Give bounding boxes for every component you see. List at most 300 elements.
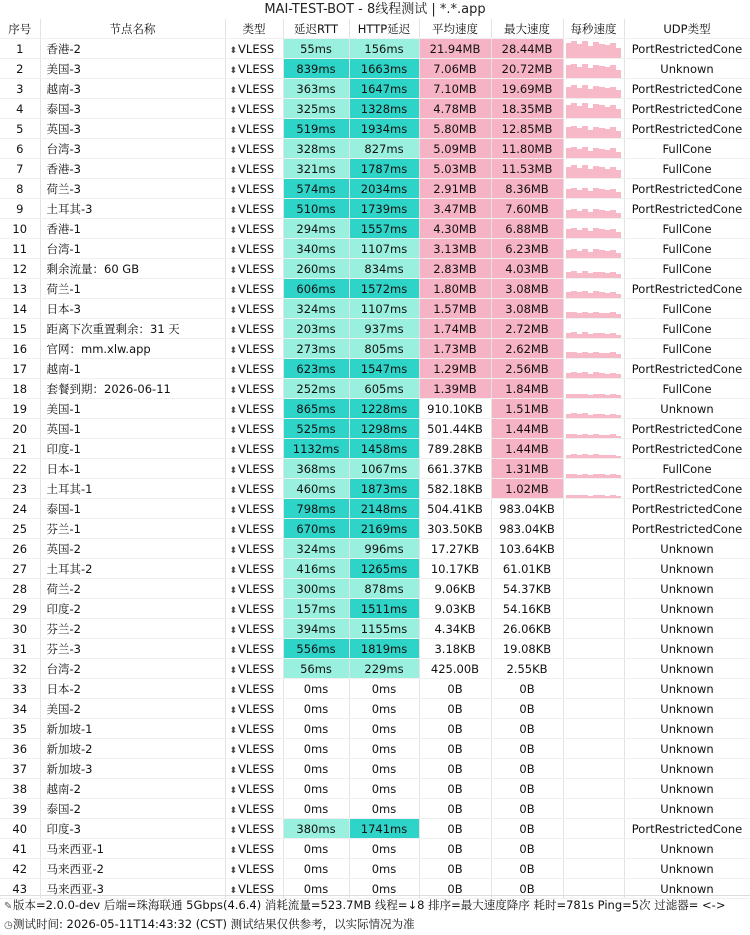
rtt-latency: 55ms	[283, 39, 349, 59]
per-second-speed-sparkline	[563, 259, 624, 279]
node-type	[225, 159, 283, 179]
sparkline	[564, 179, 624, 198]
max-speed: 2.62MB	[491, 339, 563, 359]
node-name: 马来西亚-1	[40, 839, 225, 859]
per-second-speed-sparkline	[563, 99, 624, 119]
udp-type: Unknown	[624, 59, 750, 79]
row-index: 41	[0, 839, 40, 859]
node-type	[225, 579, 283, 599]
table-row[interactable]	[0, 559, 750, 579]
rtt-latency: 340ms	[283, 239, 349, 259]
table-row[interactable]	[0, 499, 750, 519]
node-type-label: VLESS	[238, 321, 275, 336]
udp-type: Unknown	[624, 599, 750, 619]
sparkline-bar	[616, 475, 622, 478]
sparkline-bar	[616, 294, 622, 298]
node-type-label: VLESS	[238, 721, 275, 736]
table-row[interactable]	[0, 239, 750, 259]
udp-type: Unknown	[624, 859, 750, 879]
header-avg-speed[interactable]: 平均速度	[419, 19, 491, 39]
per-second-speed-sparkline	[563, 339, 624, 359]
node-type-label: VLESS	[238, 221, 275, 236]
per-second-speed-sparkline	[563, 359, 624, 379]
up-down-arrows-icon: ⬍	[229, 325, 238, 336]
max-speed: 1.44MB	[491, 439, 563, 459]
sparkline	[564, 339, 624, 358]
udp-type: PortRestrictedCone	[624, 479, 750, 499]
node-type	[225, 239, 283, 259]
table-row[interactable]	[0, 59, 750, 79]
avg-speed: 3.18KB	[419, 639, 491, 659]
udp-type: Unknown	[624, 539, 750, 559]
udp-type: Unknown	[624, 839, 750, 859]
udp-type: PortRestrictedCone	[624, 99, 750, 119]
max-speed: 0B	[491, 719, 563, 739]
table-row[interactable]	[0, 639, 750, 659]
table-row[interactable]	[0, 859, 750, 879]
node-type-label: VLESS	[238, 241, 275, 256]
table-row[interactable]	[0, 339, 750, 359]
table-row[interactable]	[0, 279, 750, 299]
row-index: 40	[0, 819, 40, 839]
avg-speed: 0B	[419, 799, 491, 819]
row-index: 29	[0, 599, 40, 619]
table-row[interactable]	[0, 679, 750, 699]
udp-type: Unknown	[624, 699, 750, 719]
http-latency: 1741ms	[349, 819, 419, 839]
avg-speed: 425.00B	[419, 659, 491, 679]
sparkline-bar	[616, 314, 622, 318]
rtt-latency: 525ms	[283, 419, 349, 439]
sparkline	[564, 479, 624, 498]
table-row[interactable]	[0, 119, 750, 139]
row-index: 24	[0, 499, 40, 519]
table-row[interactable]	[0, 419, 750, 439]
max-speed: 0B	[491, 759, 563, 779]
rtt-latency: 0ms	[283, 879, 349, 899]
node-type-label: VLESS	[238, 281, 275, 296]
max-speed: 983.04KB	[491, 519, 563, 539]
row-index: 37	[0, 759, 40, 779]
header-node-name[interactable]: 节点名称	[40, 19, 225, 39]
header-type[interactable]: 类型	[225, 19, 283, 39]
max-speed: 0B	[491, 879, 563, 899]
row-index: 11	[0, 239, 40, 259]
rtt-latency: 0ms	[283, 759, 349, 779]
sparkline-bar	[616, 232, 622, 238]
row-index: 42	[0, 859, 40, 879]
node-type-label: VLESS	[238, 441, 275, 456]
rtt-latency: 0ms	[283, 699, 349, 719]
footer-time-text: 测试时间: 2026-05-11T14:43:32 (CST) 测试结果仅供参考，以实际情况为准	[13, 917, 415, 931]
udp-type: Unknown	[624, 719, 750, 739]
http-latency: 834ms	[349, 259, 419, 279]
table-row[interactable]	[0, 99, 750, 119]
avg-speed: 504.41KB	[419, 499, 491, 519]
up-down-arrows-icon: ⬍	[229, 225, 238, 236]
udp-type: PortRestrictedCone	[624, 439, 750, 459]
http-latency: 1819ms	[349, 639, 419, 659]
table-header-row	[0, 19, 750, 39]
node-name: 剩余流量：60 GB	[40, 259, 225, 279]
avg-speed: 1.29MB	[419, 359, 491, 379]
avg-speed: 0B	[419, 759, 491, 779]
table-row[interactable]	[0, 359, 750, 379]
udp-type: FullCone	[624, 139, 750, 159]
node-name: 美国-3	[40, 59, 225, 79]
node-type	[225, 119, 283, 139]
table-row[interactable]	[0, 699, 750, 719]
http-latency: 0ms	[349, 759, 419, 779]
avg-speed: 3.13MB	[419, 239, 491, 259]
udp-type: FullCone	[624, 319, 750, 339]
node-name: 越南-1	[40, 359, 225, 379]
udp-type: Unknown	[624, 679, 750, 699]
up-down-arrows-icon: ⬍	[229, 265, 238, 276]
up-down-arrows-icon: ⬍	[229, 765, 238, 776]
max-speed: 0B	[491, 739, 563, 759]
table-row[interactable]	[0, 39, 750, 59]
footer-config-text: 版本=2.0.0-dev 后端=珠海联通 5Gbps(4.6.4) 消耗流量=523.7MB 线程=↓8 排序=最大速度降序 耗时=781s Ping=5次 过滤器= <->	[13, 898, 726, 912]
window-title: MAI-TEST-BOT - 8线程测试 | *.*.app	[264, 2, 486, 17]
table-row[interactable]	[0, 439, 750, 459]
node-type	[225, 399, 283, 419]
node-type-label: VLESS	[238, 461, 275, 476]
node-name: 香港-3	[40, 159, 225, 179]
node-name: 新加坡-3	[40, 759, 225, 779]
per-second-speed-sparkline	[563, 539, 624, 559]
node-type-label: VLESS	[238, 741, 275, 756]
table-row[interactable]	[0, 819, 750, 839]
avg-speed: 10.17KB	[419, 559, 491, 579]
up-down-arrows-icon: ⬍	[229, 245, 238, 256]
avg-speed: 2.83MB	[419, 259, 491, 279]
http-latency: 2169ms	[349, 519, 419, 539]
http-latency: 2034ms	[349, 179, 419, 199]
row-index: 18	[0, 379, 40, 399]
max-speed: 8.36MB	[491, 179, 563, 199]
table-row[interactable]	[0, 479, 750, 499]
node-type-label: VLESS	[238, 421, 275, 436]
node-type-label: VLESS	[238, 621, 275, 636]
table-row[interactable]	[0, 459, 750, 479]
row-index: 1	[0, 39, 40, 59]
avg-speed: 1.80MB	[419, 279, 491, 299]
per-second-speed-sparkline	[563, 639, 624, 659]
max-speed: 103.64KB	[491, 539, 563, 559]
max-speed: 11.80MB	[491, 139, 563, 159]
udp-type: FullCone	[624, 459, 750, 479]
max-speed: 19.08KB	[491, 639, 563, 659]
http-latency: 0ms	[349, 839, 419, 859]
row-index: 4	[0, 99, 40, 119]
table-row[interactable]	[0, 779, 750, 799]
rtt-latency: 0ms	[283, 839, 349, 859]
max-speed: 7.60MB	[491, 199, 563, 219]
row-index: 26	[0, 539, 40, 559]
footer-time-line	[0, 915, 750, 934]
row-index: 25	[0, 519, 40, 539]
node-name: 香港-1	[40, 219, 225, 239]
node-name: 越南-2	[40, 779, 225, 799]
row-index: 19	[0, 399, 40, 419]
sparkline-bar	[616, 192, 622, 198]
table-row[interactable]	[0, 619, 750, 639]
http-latency: 1511ms	[349, 599, 419, 619]
row-index: 23	[0, 479, 40, 499]
row-index: 15	[0, 319, 40, 339]
header-http-latency[interactable]: HTTP延迟	[349, 19, 419, 39]
http-latency: 2148ms	[349, 499, 419, 519]
node-type	[225, 719, 283, 739]
header-max-speed[interactable]: 最大速度	[491, 19, 563, 39]
row-index: 14	[0, 299, 40, 319]
node-name: 泰国-1	[40, 499, 225, 519]
header-per-second-speed[interactable]: 每秒速度	[563, 19, 624, 39]
max-speed: 2.72MB	[491, 319, 563, 339]
table-row[interactable]	[0, 319, 750, 339]
max-speed: 18.35MB	[491, 99, 563, 119]
table-row[interactable]	[0, 139, 750, 159]
per-second-speed-sparkline	[563, 59, 624, 79]
http-latency: 1067ms	[349, 459, 419, 479]
table-row[interactable]	[0, 179, 750, 199]
table-row[interactable]	[0, 79, 750, 99]
up-down-arrows-icon: ⬍	[229, 685, 238, 696]
node-type-label: VLESS	[238, 561, 275, 576]
udp-type: PortRestrictedCone	[624, 359, 750, 379]
per-second-speed-sparkline	[563, 299, 624, 319]
node-type-label: VLESS	[238, 501, 275, 516]
http-latency: 878ms	[349, 579, 419, 599]
http-latency: 1787ms	[349, 159, 419, 179]
sparkline	[564, 319, 624, 338]
table-row[interactable]	[0, 599, 750, 619]
up-down-arrows-icon: ⬍	[229, 545, 238, 556]
node-name: 芬兰-2	[40, 619, 225, 639]
up-down-arrows-icon: ⬍	[229, 305, 238, 316]
udp-type: Unknown	[624, 739, 750, 759]
rtt-latency: 394ms	[283, 619, 349, 639]
node-type-label: VLESS	[238, 361, 275, 376]
avg-speed: 1.74MB	[419, 319, 491, 339]
up-down-arrows-icon: ⬍	[229, 525, 238, 536]
http-latency: 1647ms	[349, 79, 419, 99]
row-index: 9	[0, 199, 40, 219]
node-name: 土耳其-2	[40, 559, 225, 579]
node-type	[225, 699, 283, 719]
table-row[interactable]	[0, 719, 750, 739]
node-type-label: VLESS	[238, 481, 275, 496]
row-index: 22	[0, 459, 40, 479]
udp-type: Unknown	[624, 579, 750, 599]
node-name: 日本-2	[40, 679, 225, 699]
table-row[interactable]	[0, 539, 750, 559]
rtt-latency: 328ms	[283, 139, 349, 159]
table-row[interactable]	[0, 839, 750, 859]
node-type-label: VLESS	[238, 121, 275, 136]
avg-speed: 9.03KB	[419, 599, 491, 619]
avg-speed: 7.10MB	[419, 79, 491, 99]
node-name: 泰国-2	[40, 799, 225, 819]
node-type-label: VLESS	[238, 661, 275, 676]
table-row[interactable]	[0, 799, 750, 819]
node-type	[225, 79, 283, 99]
avg-speed: 0B	[419, 839, 491, 859]
up-down-arrows-icon: ⬍	[229, 65, 238, 76]
max-speed: 1.02MB	[491, 479, 563, 499]
row-index: 3	[0, 79, 40, 99]
http-latency: 1107ms	[349, 299, 419, 319]
max-speed: 54.37KB	[491, 579, 563, 599]
rtt-latency: 368ms	[283, 459, 349, 479]
udp-type: Unknown	[624, 619, 750, 639]
row-index: 20	[0, 419, 40, 439]
node-type	[225, 439, 283, 459]
node-type	[225, 99, 283, 119]
up-down-arrows-icon: ⬍	[229, 505, 238, 516]
http-latency: 1298ms	[349, 419, 419, 439]
per-second-speed-sparkline	[563, 459, 624, 479]
udp-type: Unknown	[624, 759, 750, 779]
header-index[interactable]: 序号	[0, 19, 40, 39]
node-name: 英国-1	[40, 419, 225, 439]
sparkline	[564, 119, 624, 138]
per-second-speed-sparkline	[563, 199, 624, 219]
up-down-arrows-icon: ⬍	[229, 205, 238, 216]
header-rtt[interactable]: 延迟RTT	[283, 19, 349, 39]
per-second-speed-sparkline	[563, 519, 624, 539]
http-latency: 827ms	[349, 139, 419, 159]
http-latency: 229ms	[349, 659, 419, 679]
udp-type: Unknown	[624, 399, 750, 419]
sparkline-bar	[616, 354, 622, 358]
node-type	[225, 299, 283, 319]
row-index: 12	[0, 259, 40, 279]
node-name: 越南-3	[40, 79, 225, 99]
table-row[interactable]	[0, 199, 750, 219]
rtt-latency: 623ms	[283, 359, 349, 379]
http-latency: 1228ms	[349, 399, 419, 419]
rtt-latency: 56ms	[283, 659, 349, 679]
results-table	[0, 19, 750, 899]
udp-type: FullCone	[624, 259, 750, 279]
max-speed: 61.01KB	[491, 559, 563, 579]
table-row[interactable]	[0, 219, 750, 239]
node-type	[225, 419, 283, 439]
row-index: 6	[0, 139, 40, 159]
node-type-label: VLESS	[238, 641, 275, 656]
rtt-latency: 865ms	[283, 399, 349, 419]
udp-type: PortRestrictedCone	[624, 79, 750, 99]
per-second-speed-sparkline	[563, 39, 624, 59]
sparkline	[564, 379, 624, 398]
node-type	[225, 559, 283, 579]
max-speed: 0B	[491, 699, 563, 719]
clock-icon: ◷	[4, 920, 13, 931]
table-row[interactable]	[0, 379, 750, 399]
http-latency: 1458ms	[349, 439, 419, 459]
node-type-label: VLESS	[238, 201, 275, 216]
sparkline-bar	[616, 48, 622, 58]
row-index: 31	[0, 639, 40, 659]
avg-speed: 5.03MB	[419, 159, 491, 179]
sparkline	[564, 79, 624, 98]
http-latency: 805ms	[349, 339, 419, 359]
table-row[interactable]	[0, 399, 750, 419]
per-second-speed-sparkline	[563, 399, 624, 419]
up-down-arrows-icon: ⬍	[229, 445, 238, 456]
table-row[interactable]	[0, 659, 750, 679]
node-name: 土耳其-1	[40, 479, 225, 499]
table-row[interactable]	[0, 299, 750, 319]
avg-speed: 4.34KB	[419, 619, 491, 639]
udp-type: PortRestrictedCone	[624, 499, 750, 519]
max-speed: 2.56MB	[491, 359, 563, 379]
max-speed: 2.55KB	[491, 659, 563, 679]
http-latency: 1265ms	[349, 559, 419, 579]
rtt-latency: 252ms	[283, 379, 349, 399]
avg-speed: 9.06KB	[419, 579, 491, 599]
table-row[interactable]	[0, 159, 750, 179]
node-type	[225, 339, 283, 359]
node-type-label: VLESS	[238, 181, 275, 196]
udp-type: PortRestrictedCone	[624, 199, 750, 219]
row-index: 8	[0, 179, 40, 199]
http-latency: 1873ms	[349, 479, 419, 499]
http-latency: 1328ms	[349, 99, 419, 119]
table-row[interactable]	[0, 259, 750, 279]
node-type	[225, 39, 283, 59]
per-second-speed-sparkline	[563, 559, 624, 579]
node-name: 芬兰-1	[40, 519, 225, 539]
sparkline-bar	[616, 70, 622, 78]
node-name: 套餐到期：2026-06-11	[40, 379, 225, 399]
sparkline-bar	[616, 496, 622, 498]
avg-speed: 789.28KB	[419, 439, 491, 459]
node-name: 马来西亚-2	[40, 859, 225, 879]
up-down-arrows-icon: ⬍	[229, 85, 238, 96]
http-latency: 0ms	[349, 779, 419, 799]
table-row[interactable]	[0, 739, 750, 759]
http-latency: 1547ms	[349, 359, 419, 379]
up-down-arrows-icon: ⬍	[229, 385, 238, 396]
row-index: 33	[0, 679, 40, 699]
up-down-arrows-icon: ⬍	[229, 105, 238, 116]
http-latency: 1572ms	[349, 279, 419, 299]
avg-speed: 1.57MB	[419, 299, 491, 319]
header-udp-type[interactable]: UDP类型	[624, 19, 750, 39]
udp-type: Unknown	[624, 879, 750, 899]
udp-type: FullCone	[624, 339, 750, 359]
row-index: 32	[0, 659, 40, 679]
table-row[interactable]	[0, 759, 750, 779]
sparkline-bar	[616, 335, 622, 338]
max-speed: 0B	[491, 819, 563, 839]
rtt-latency: 321ms	[283, 159, 349, 179]
up-down-arrows-icon: ⬍	[229, 645, 238, 656]
http-latency: 156ms	[349, 39, 419, 59]
udp-type: FullCone	[624, 219, 750, 239]
rtt-latency: 325ms	[283, 99, 349, 119]
table-row[interactable]	[0, 519, 750, 539]
node-name: 印度-2	[40, 599, 225, 619]
avg-speed: 1.39MB	[419, 379, 491, 399]
table-row[interactable]	[0, 579, 750, 599]
per-second-speed-sparkline	[563, 159, 624, 179]
sparkline	[564, 239, 624, 258]
sparkline-bar	[616, 109, 622, 118]
